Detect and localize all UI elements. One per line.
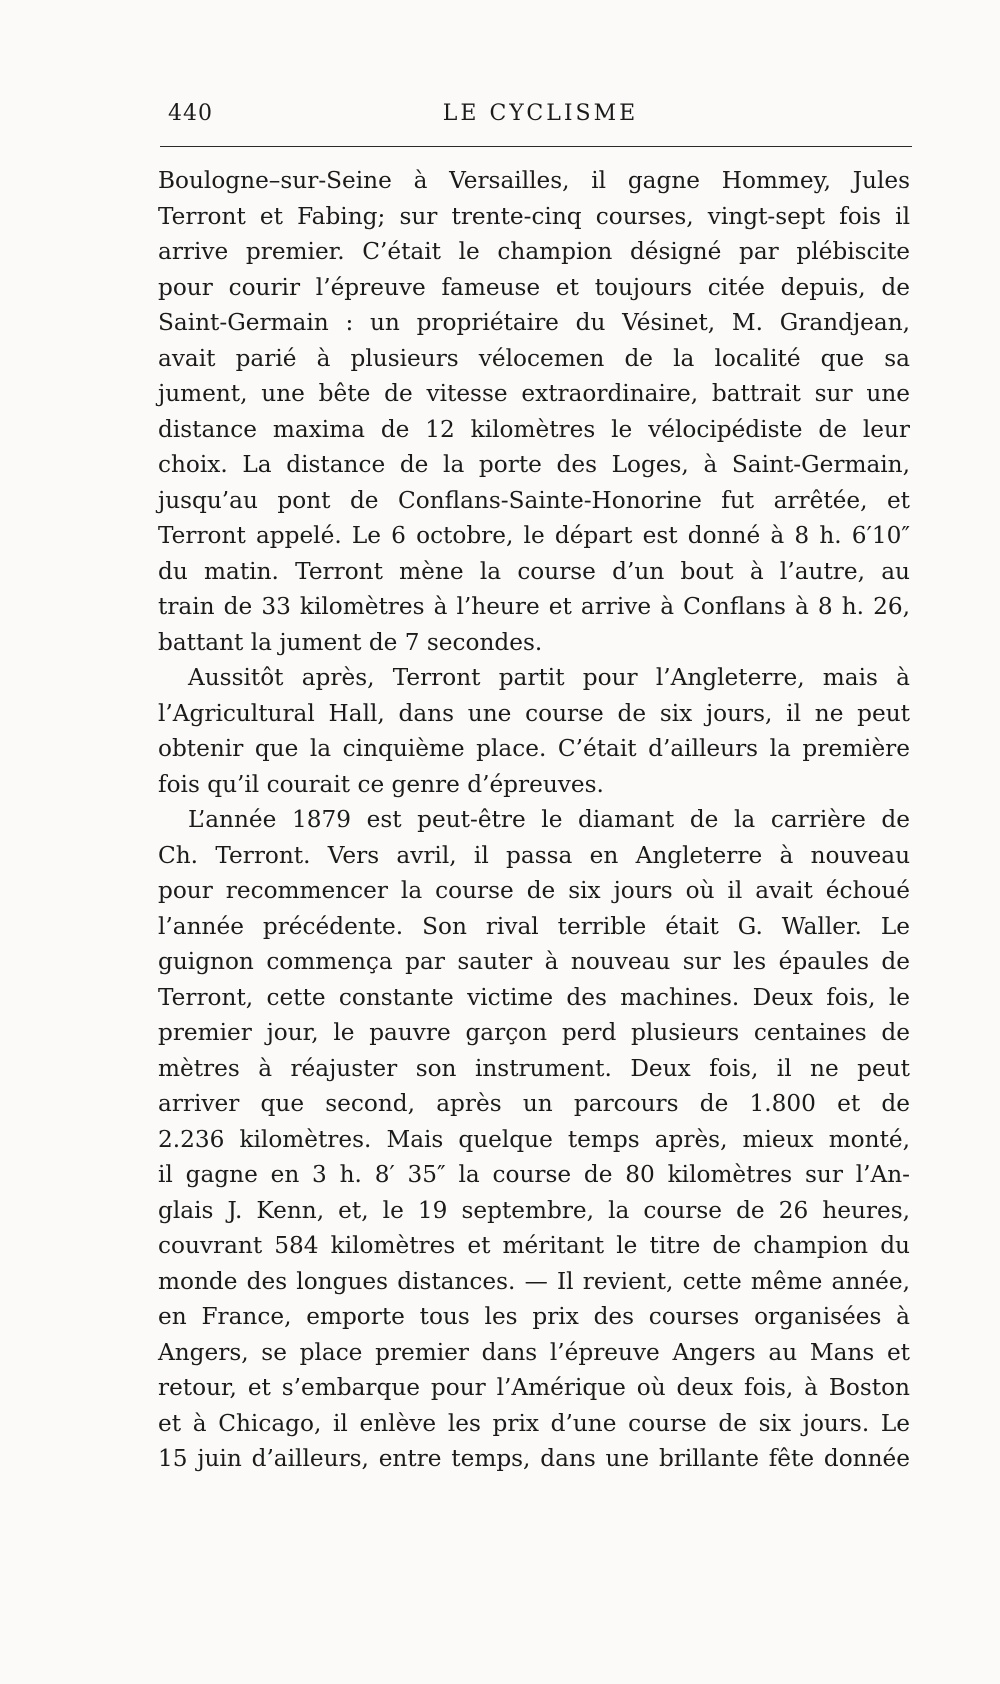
text-line: en France, emporte tous les prix des courses organisées à: [158, 1303, 910, 1330]
body-text: [158, 163, 910, 1477]
paragraph-first-line: Aussitôt après, Terront partit pour l’Angleterre, mais à: [188, 664, 910, 691]
text-line: l’Agricultural Hall, dans une course de six jours, il ne peut: [158, 699, 910, 727]
text-line: Terront, cette constante victime des machines. Deux fois, le: [158, 983, 910, 1011]
text-line: monde des longues distances. — Il revient, cette même année,: [158, 1267, 910, 1295]
text-line: guignon commença par sauter à nouveau sur les épaules de: [158, 948, 910, 975]
text-line: avait parié à plusieurs vélocemen de la localité que sa: [158, 344, 910, 372]
paragraph-end-line: fois qu’il courait ce genre d’épreuves.: [158, 770, 604, 798]
text-line: pour recommencer la course de six jours où il avait échoué: [158, 877, 910, 904]
text-line: couvrant 584 kilomètres et méritant le titre de champion du: [158, 1232, 910, 1259]
text-line: Terront appelé. Le 6 octobre, le départ est donné à 8 h. 6′10″: [158, 522, 910, 549]
text-line: train de 33 kilomètres à l’heure et arrive à Conflans à 8 h. 26,: [158, 593, 910, 620]
text-line: Saint-Germain : un propriétaire du Vésinet, M. Grandjean,: [158, 309, 910, 336]
text-line: premier jour, le pauvre garçon perd plusieurs centaines de: [158, 1019, 910, 1046]
text-line: Terront et Fabing; sur trente-cinq courses, vingt-sept fois il: [158, 202, 910, 230]
text-line: Angers, se place premier dans l’épreuve Angers au Mans et: [158, 1338, 910, 1366]
paragraph-end-line: battant la jument de 7 secondes.: [158, 628, 543, 656]
text-line: Ch. Terront. Vers avril, il passa en Angleterre à nouveau: [158, 841, 910, 869]
text-line: arrive premier. C’était le champion désigné par plébiscite: [158, 238, 910, 265]
text-line: arriver que second, après un parcours de 1.800 et de: [158, 1090, 910, 1117]
text-line: distance maxima de 12 kilomètres le vélocipédiste de leur: [158, 415, 910, 443]
text-line: pour courir l’épreuve fameuse et toujours citée depuis, de: [158, 273, 910, 301]
text-line: jusqu’au pont de Conflans-Sainte-Honorine fut arrêtée, et: [158, 486, 910, 514]
text-line: retour, et s’embarque pour l’Amérique où deux fois, à Boston: [158, 1374, 910, 1401]
text-line: 15 juin d’ailleurs, entre temps, dans une brillante fête donnée: [158, 1445, 910, 1472]
text-line: mètres à réajuster son instrument. Deux fois, il ne peut: [158, 1054, 910, 1082]
running-head: [168, 101, 913, 135]
text-line: Boulogne–sur-Seine à Versailles, il gagne Hommey, Jules: [158, 167, 910, 194]
text-line: jument, une bête de vitesse extraordinaire, battrait sur une: [158, 380, 910, 407]
text-line: il gagne en 3 h. 8′ 35″ la course de 80 kilomètres sur l’An-: [158, 1161, 910, 1188]
text-line: choix. La distance de la porte des Loges, à Saint-Germain,: [158, 451, 910, 478]
page-number: 440: [168, 101, 213, 126]
text-line: glais J. Kenn, et, le 19 septembre, la course de 26 heures,: [158, 1196, 910, 1224]
header-rule: [160, 146, 912, 147]
text-line: l’année précédente. Son rival terrible était G. Waller. Le: [158, 912, 910, 940]
text-line: et à Chicago, il enlève les prix d’une course de six jours. Le: [158, 1409, 910, 1437]
text-line: obtenir que la cinquième place. C’était d’ailleurs la première: [158, 735, 910, 762]
paragraph-first-line: L’année 1879 est peut-être le diamant de la carrière de: [188, 806, 910, 833]
text-line: 2.236 kilomètres. Mais quelque temps après, mieux monté,: [158, 1125, 910, 1153]
running-title: LE CYCLISME: [442, 101, 639, 126]
text-line: du matin. Terront mène la course d’un bout à l’autre, au: [158, 557, 910, 585]
